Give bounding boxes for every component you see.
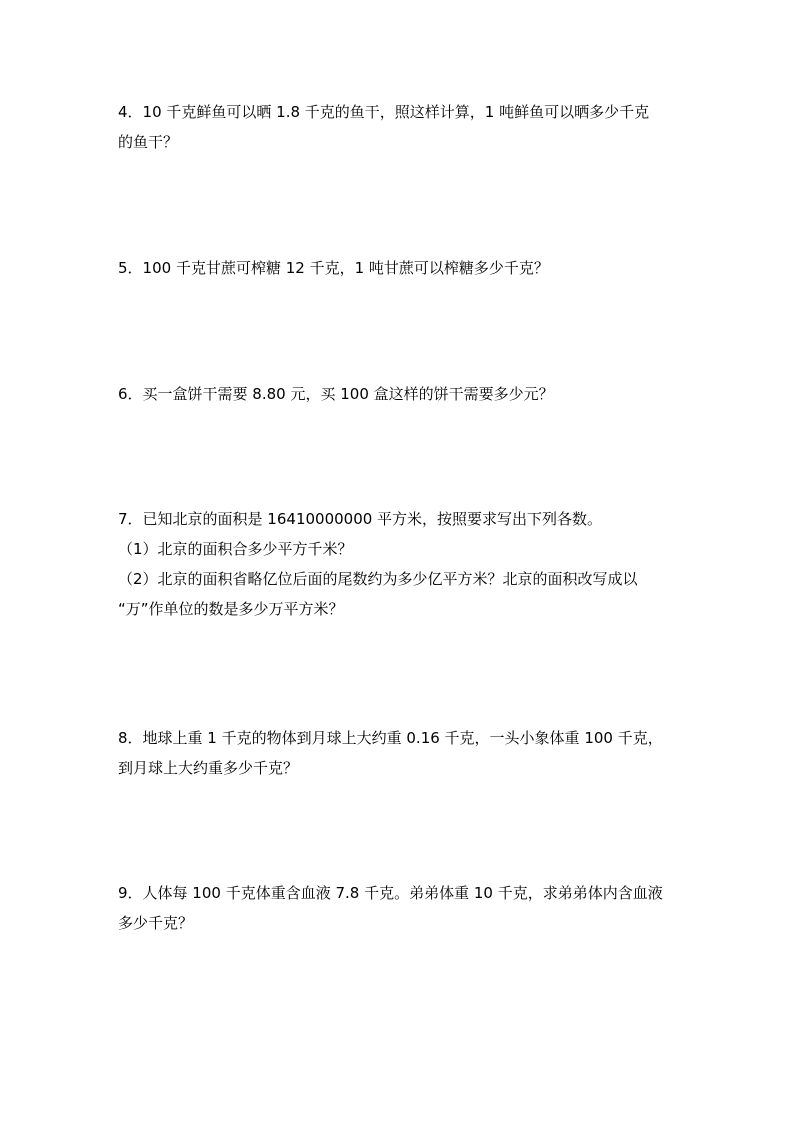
question-text-line: 4．10 千克鲜鱼可以晒 1.8 千克的鱼干，照这样计算，1 吨鲜鱼可以晒多少千克: [118, 103, 650, 121]
question-text-line: 8．地球上重 1 千克的物体到月球上大约重 0.16 千克，一头小象体重 100 千克，: [118, 729, 663, 747]
question-text-line: 多少千克？: [118, 914, 194, 932]
subquestion-2-text-continued: “万”作单位的数是多少万平方米？: [118, 600, 344, 618]
subquestion-2-text: （2）北京的面积省略亿位后面的尾数约为多少亿平方米？北京的面积改写成以: [118, 570, 638, 588]
question-4: [118, 97, 678, 157]
question-text-line: 6．买一盒饼干需要 8.80 元，买 100 盒这样的饼干需要多少元？: [118, 385, 554, 403]
question-6: [118, 379, 678, 409]
question-text-line: 5．100 千克甘蔗可榨糖 12 千克，1 吨甘蔗可以榨糖多少千克？: [118, 259, 549, 277]
question-7: [118, 504, 678, 624]
question-text-line: 7．已知北京的面积是 16410000000 平方米，按照要求写出下列各数。: [118, 510, 603, 528]
subquestion-1-text: （1）北京的面积合多少平方千米？: [118, 540, 353, 558]
question-9: [118, 878, 678, 938]
question-text-line: 9．人体每 100 千克体重含血液 7.8 千克。弟弟体重 10 千克，求弟弟体内含血液: [118, 884, 663, 902]
question-text-line: 到月球上大约重多少千克？: [118, 759, 299, 777]
question-text-line: 的鱼干？: [118, 133, 179, 151]
question-5: [118, 253, 678, 283]
question-8: [118, 723, 678, 783]
